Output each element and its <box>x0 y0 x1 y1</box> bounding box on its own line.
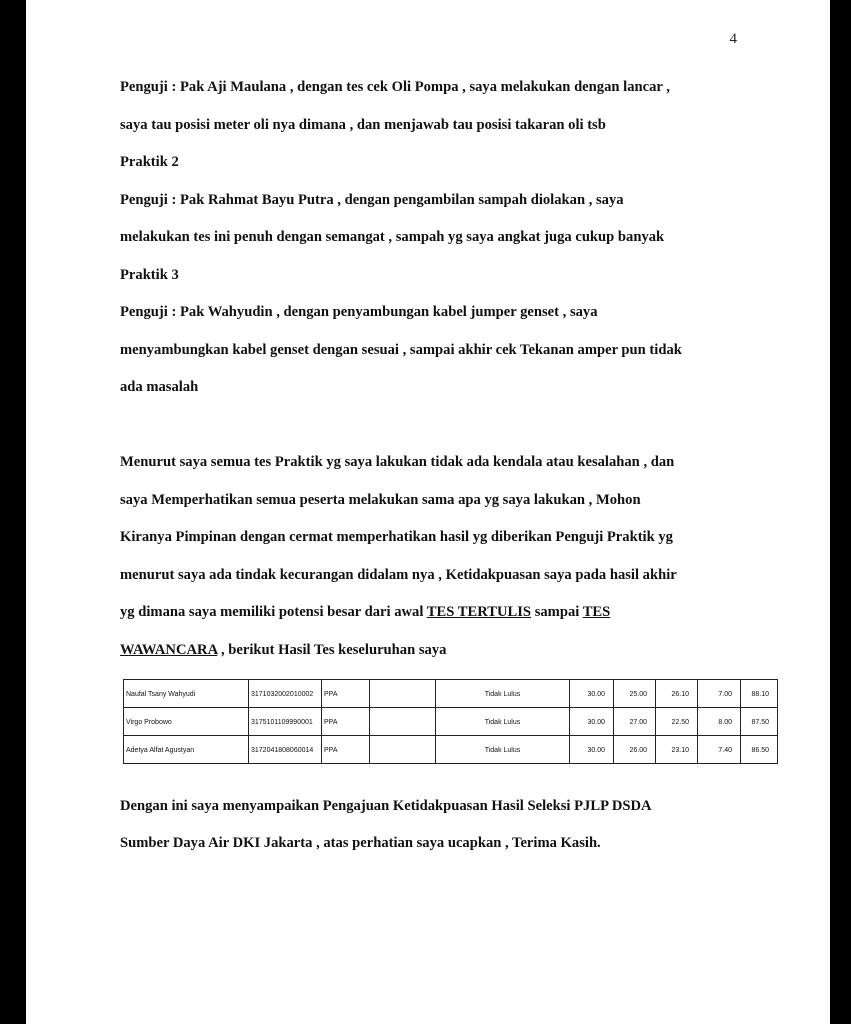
body-text <box>120 78 740 678</box>
text-line: Kiranya Pimpinan dengan cermat memperhatikan hasil yg diberikan Penguji Praktik yg <box>120 529 673 545</box>
text-line: menurut saya ada tindak kecurangan didalam nya , Ketidakpuasan saya pada hasil akhir <box>120 566 677 583</box>
text-line: Menurut saya semua tes Praktik yg saya lakukan tidak ada kendala atau kesalahan , dan <box>120 454 675 470</box>
table-cell-total: 86.50 <box>741 736 778 764</box>
text-line: Penguji : Pak Aji Maulana , dengan tes cek Oli Pompa , saya melakukan dengan lancar , <box>120 79 670 95</box>
table-cell-s2: 27.00 <box>614 708 656 736</box>
blank-line <box>120 416 740 454</box>
table-cell-id: 3171032002010002 <box>249 680 322 708</box>
table-cell-s2: 25.00 <box>614 680 656 708</box>
text-line: saya Memperhatikan semua peserta melakukan sama apa yg saya lakukan , Mohon <box>120 491 641 508</box>
table-row <box>124 708 778 736</box>
text-line: Penguji : Pak Rahmat Bayu Putra , dengan pengambilan sampah diolakan , saya <box>120 191 624 208</box>
table-cell-s2: 26.00 <box>614 736 656 764</box>
text-line: ada masalah <box>120 379 199 395</box>
text-line <box>120 603 740 641</box>
text-line <box>120 641 740 679</box>
table-cell-s4: 7.00 <box>698 680 741 708</box>
section-heading-praktik-2: Praktik 2 <box>120 154 179 170</box>
table-row <box>124 680 778 708</box>
table-cell-s3: 23.10 <box>656 736 698 764</box>
table-cell-s4: 8.00 <box>698 708 741 736</box>
text-line: melakukan tes ini penuh dengan semangat , sampah yg saya angkat juga cukup banyak <box>120 229 665 245</box>
table-cell-total: 87.50 <box>741 708 778 736</box>
table-cell-status: Tidak Lulus <box>436 680 570 708</box>
table-cell-s1: 30.00 <box>570 680 614 708</box>
closing-text <box>120 797 760 871</box>
results-table <box>123 679 778 764</box>
table-cell-blank <box>370 708 436 736</box>
table-cell-blank <box>370 736 436 764</box>
text-line: Sumber Daya Air DKI Jakarta , atas perhatian saya ucapkan , Terima Kasih. <box>120 835 601 851</box>
table-cell-blank <box>370 680 436 708</box>
table-cell-id: 3175101109990001 <box>249 708 322 736</box>
underlined-tes: TES <box>582 604 611 620</box>
table-cell-status: Tidak Lulus <box>436 708 570 736</box>
section-heading-praktik-3: Praktik 3 <box>120 266 179 283</box>
table-cell-s4: 7.40 <box>698 736 741 764</box>
text-line: Dengan ini saya menyampaikan Pengajuan Ketidakpuasan Hasil Seleksi PJLP DSDA <box>120 798 652 814</box>
table-cell-unit: PPA <box>322 736 370 764</box>
table-cell-s3: 26.10 <box>656 680 698 708</box>
table-cell-name: Virgo Probowo <box>124 708 249 736</box>
table-cell-id: 3172041808060014 <box>249 736 322 764</box>
text-segment: , berikut Hasil Tes keseluruhan saya <box>217 641 447 658</box>
table-cell-name: Adetya Alfat Agustyan <box>124 736 249 764</box>
table-cell-total: 88.10 <box>741 680 778 708</box>
text-segment: sampai <box>531 604 583 620</box>
table-cell-status: Tidak Lulus <box>436 736 570 764</box>
text-line: saya tau posisi meter oli nya dimana , dan menjawab tau posisi takaran oli tsb <box>120 116 606 133</box>
table-row <box>124 736 778 764</box>
table-cell-s1: 30.00 <box>570 736 614 764</box>
table-cell-s1: 30.00 <box>570 708 614 736</box>
text-line: Penguji : Pak Wahyudin , dengan penyambungan kabel jumper genset , saya <box>120 304 598 320</box>
underlined-tes-tertulis: TES TERTULIS <box>426 604 532 620</box>
page-number: 4 <box>729 31 737 47</box>
text-segment: yg dimana saya memiliki potensi besar dari awal <box>120 604 427 620</box>
text-line: menyambungkan kabel genset dengan sesuai , sampai akhir cek Tekanan amper pun tidak <box>120 341 682 358</box>
table-cell-unit: PPA <box>322 708 370 736</box>
table-cell-s3: 22.50 <box>656 708 698 736</box>
underlined-wawancara: WAWANCARA <box>120 641 218 658</box>
table-cell-unit: PPA <box>322 680 370 708</box>
table-cell-name: Naufal Tsany Wahyudi <box>124 680 249 708</box>
document-page <box>26 0 830 1024</box>
